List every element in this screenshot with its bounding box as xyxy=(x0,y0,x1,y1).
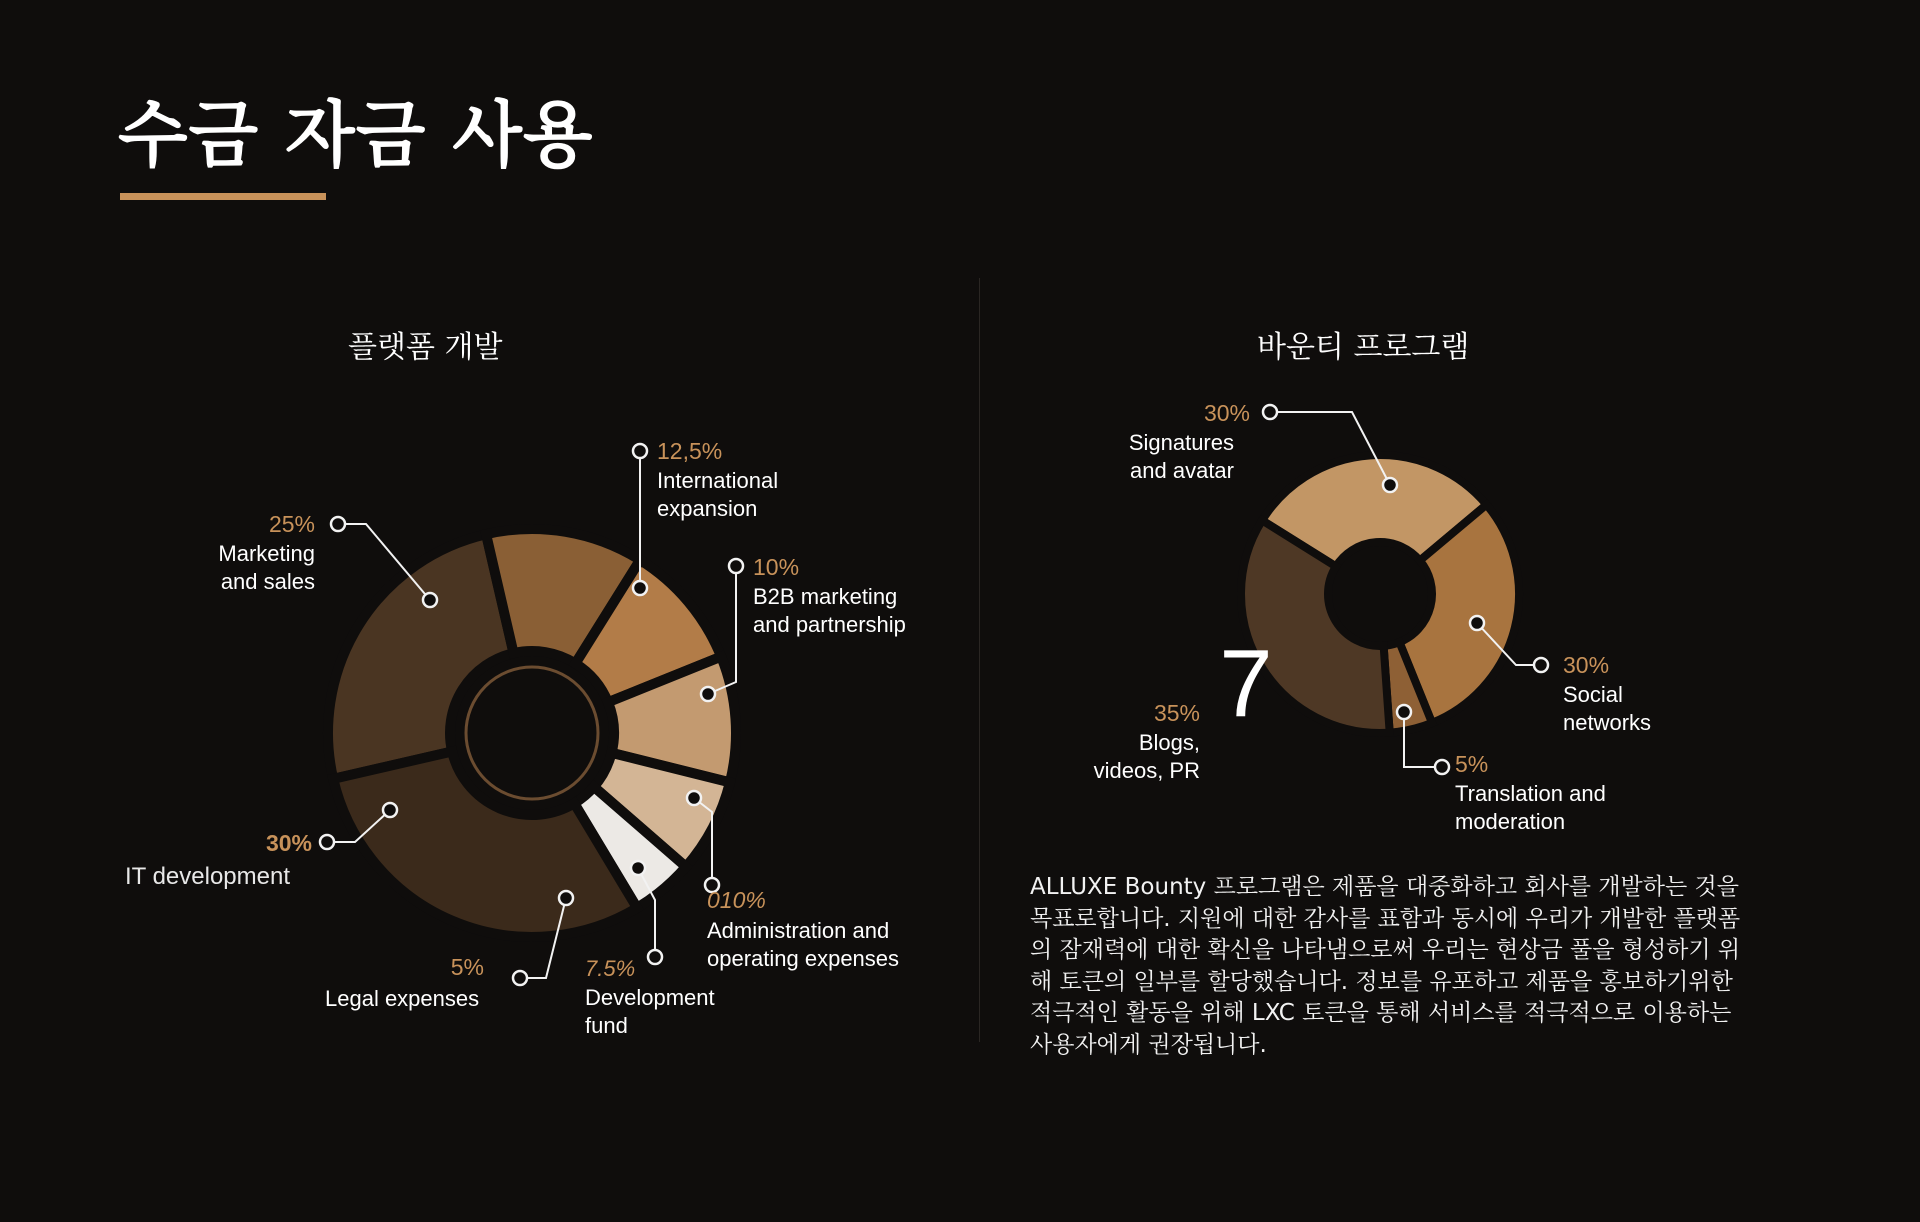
platform-0-label-line2: and sales xyxy=(220,569,315,594)
bounty-0-marker-1 xyxy=(1383,478,1397,492)
platform-4-label-line2: fund xyxy=(585,1013,628,1038)
platform-6-label: IT development xyxy=(125,863,290,890)
platform-3-value: 010% xyxy=(707,887,766,913)
platform-4-value: 7.5% xyxy=(585,956,636,981)
bounty-1-label: Social xyxy=(1563,682,1623,707)
platform-2-value: 10% xyxy=(753,554,800,580)
bounty-2-label-line2: moderation xyxy=(1455,809,1566,834)
platform-1-label: International xyxy=(657,468,779,493)
bounty-3-label-line2: videos, PR xyxy=(1093,758,1200,783)
right-chart-title: 바운티 프로그램 xyxy=(1257,330,1470,365)
platform-2-label-line2: and partnership xyxy=(753,612,906,637)
platform-5-label: Legal expenses xyxy=(325,986,480,1011)
platform-6-value: 30% xyxy=(265,830,312,856)
bounty-annotation: 7 xyxy=(1219,630,1273,737)
platform-1-label-line2: expansion xyxy=(657,496,758,521)
platform-1-value: 12,5% xyxy=(657,438,723,464)
bounty-0-value: 30% xyxy=(1203,400,1250,426)
bounty-1-value: 30% xyxy=(1563,652,1610,678)
bounty-2-marker-1 xyxy=(1397,705,1411,719)
bounty-1-marker-0 xyxy=(1534,658,1548,672)
bounty-0-marker-0 xyxy=(1263,405,1277,419)
bounty-1-marker-1 xyxy=(1470,616,1484,630)
platform-3-label: Administration and xyxy=(707,918,890,943)
bounty-2-value: 5% xyxy=(1455,751,1489,777)
platform-3-label-line2: operating expenses xyxy=(707,946,900,971)
bounty-3-label: Blogs, xyxy=(1138,730,1200,755)
platform-0-value: 25% xyxy=(268,511,315,537)
platform-5-value: 5% xyxy=(450,954,484,980)
bounty-0-label-line2: and avatar xyxy=(1130,458,1234,483)
platform-2-label: B2B marketing xyxy=(753,584,898,609)
page-title: 수금 자금 사용 xyxy=(118,93,594,177)
bounty-3-value: 35% xyxy=(1153,700,1200,726)
bounty-0-label: Signatures xyxy=(1128,430,1234,455)
platform-0-label: Marketing xyxy=(218,541,315,566)
bounty-2-marker-0 xyxy=(1435,760,1449,774)
bounty-1-label-line2: networks xyxy=(1563,710,1652,735)
bounty-description: ALLUXE Bounty 프로그램은 제품을 대중화하고 회사를 개발하는 것을 목표로합니다. 지원에 대한 감사를 표함과 동시에 우리가 개발한 플랫폼의 잠재력에 대한 확신을 나타냄으로써 우리는 현상금 풀을 형성하기 위해 토큰의 일부를 할당했습니다. 정보를 유포하고 제품을 홍보하기위한 적극적인 활동을 위해 LXC 토큰을 통해 서비스를 적극적으로 이용하는 사용자에게 권장됩니다. xyxy=(1030,874,1741,1058)
bounty-2-label: Translation and xyxy=(1455,781,1606,806)
platform-4-label: Development xyxy=(585,985,715,1010)
left-chart-title: 플랫폼 개발 xyxy=(348,330,503,365)
